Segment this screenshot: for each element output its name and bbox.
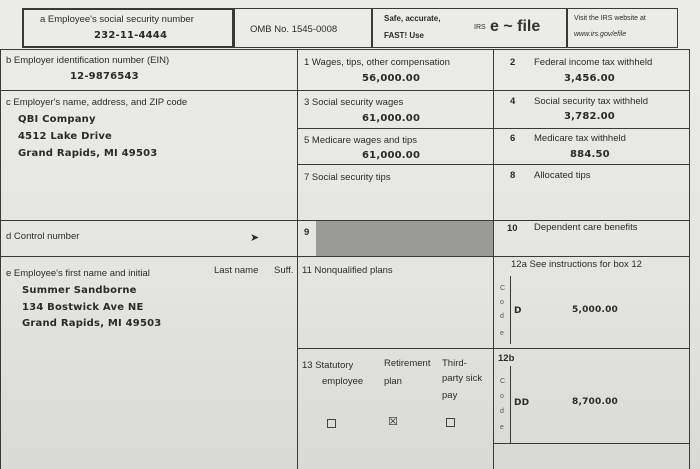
visit-link[interactable]: www.irs.gov/efile <box>574 31 627 38</box>
box12a-label: 12a See instructions for box 12 <box>511 259 642 270</box>
box12a-code[interactable]: D <box>514 306 522 316</box>
retirement-checkbox[interactable]: ☒ <box>388 416 398 428</box>
box2-num: 2 <box>510 57 516 68</box>
box5-label: 5 Medicare wages and tips <box>304 135 418 146</box>
box12b-code-c: C <box>500 378 506 385</box>
box4-num: 4 <box>510 96 516 107</box>
employer-street[interactable]: 4512 Lake Drive <box>18 131 113 142</box>
box11-label: 11 Nonqualified plans <box>302 265 393 276</box>
divider-d <box>0 220 297 221</box>
ein-value[interactable]: 12-9876543 <box>70 71 139 82</box>
statutory-checkbox[interactable] <box>327 419 336 428</box>
box12b-value[interactable]: 8,700.00 <box>572 397 619 407</box>
efile-logo: e ~ file <box>490 18 541 35</box>
last-name-label: Last name <box>214 265 259 276</box>
box12a-code-d: d <box>500 313 504 320</box>
thirdparty-label: Third- <box>442 358 467 369</box>
box12b-bottom <box>493 443 690 444</box>
box2-label: Federal income tax withheld <box>534 57 653 68</box>
thirdparty-label3: pay <box>442 390 458 401</box>
control-label: d Control number <box>6 231 80 242</box>
box3-label: 3 Social security wages <box>304 97 404 108</box>
divider-row5 <box>297 256 690 257</box>
box12a-code-o: o <box>500 299 504 306</box>
box10-num: 10 <box>507 223 518 234</box>
box12b-label: 12b <box>498 353 515 364</box>
employee-label: e Employee's first name and initial <box>6 268 150 279</box>
box6-num: 6 <box>510 133 516 144</box>
employer-label: c Employer's name, address, and ZIP code <box>6 97 188 108</box>
employee-city[interactable]: Grand Rapids, MI 49503 <box>22 318 162 329</box>
divider-e <box>0 256 297 257</box>
retirement-label: Retirement <box>384 358 431 369</box>
safe-line2: FAST! Use <box>384 31 425 40</box>
ssn-label: a Employee's social security number <box>40 14 194 25</box>
box1-value[interactable]: 56,000.00 <box>362 73 421 84</box>
suff-label: Suff. <box>274 265 294 276</box>
safe-line1: Safe, accurate, <box>384 14 441 23</box>
divider-row6 <box>297 348 690 349</box>
irs-prefix: IRS <box>474 24 486 31</box>
box12b-code-divider <box>510 366 511 443</box>
box6-value[interactable]: 884.50 <box>570 149 610 160</box>
ein-label: b Employer identification number (EIN) <box>6 55 170 66</box>
divider-row3 <box>297 164 690 165</box>
box9-shaded <box>316 221 493 256</box>
thirdparty-label2: party sick <box>442 373 483 384</box>
box2-value[interactable]: 3,456.00 <box>564 73 615 84</box>
divider-left-col <box>297 49 298 469</box>
thirdparty-checkbox[interactable] <box>446 418 455 427</box>
divider-b <box>0 90 297 91</box>
box12a-code-e: e <box>500 330 504 337</box>
divider-row2 <box>297 128 690 129</box>
cursor-icon: ➤ <box>250 232 260 244</box>
employee-street[interactable]: 134 Bostwick Ave NE <box>22 302 144 313</box>
box4-label: Social security tax withheld <box>534 96 649 107</box>
divider-row1 <box>297 90 690 91</box>
ssn-value[interactable]: 232-11-4444 <box>94 30 168 41</box>
box4-value[interactable]: 3,782.00 <box>564 111 615 122</box>
box12a-code-divider <box>510 276 511 344</box>
employer-city[interactable]: Grand Rapids, MI 49503 <box>18 148 158 159</box>
employee-name[interactable]: Summer Sandborne <box>22 285 137 296</box>
box12a-value[interactable]: 5,000.00 <box>572 305 619 315</box>
box12b-code[interactable]: DD <box>514 398 530 408</box>
box12b-code-d: d <box>500 408 504 415</box>
box7-label: 7 Social security tips <box>304 172 391 183</box>
box3-value[interactable]: 61,000.00 <box>362 113 421 124</box>
box10-label: Dependent care benefits <box>534 222 638 233</box>
box8-num: 8 <box>510 170 516 181</box>
box12b-code-e: e <box>500 424 504 431</box>
box6-label: Medicare tax withheld <box>534 133 626 144</box>
box13-label2: employee <box>322 376 364 387</box>
box1-label: 1 Wages, tips, other compensation <box>304 57 450 68</box>
box8-label: Allocated tips <box>534 170 591 181</box>
box12a-code-c: C <box>500 285 506 292</box>
box12b-code-o: o <box>500 393 504 400</box>
divider-right-col <box>493 49 494 469</box>
employer-name[interactable]: QBI Company <box>18 114 96 125</box>
omb-number: OMB No. 1545-0008 <box>250 24 338 35</box>
box5-value[interactable]: 61,000.00 <box>362 150 421 161</box>
visit-line1: Visit the IRS website at <box>574 15 646 22</box>
retirement-label2: plan <box>384 376 402 387</box>
box9-num: 9 <box>304 227 310 238</box>
visit-box <box>566 8 678 48</box>
box13-label: 13 Statutory <box>302 360 354 371</box>
